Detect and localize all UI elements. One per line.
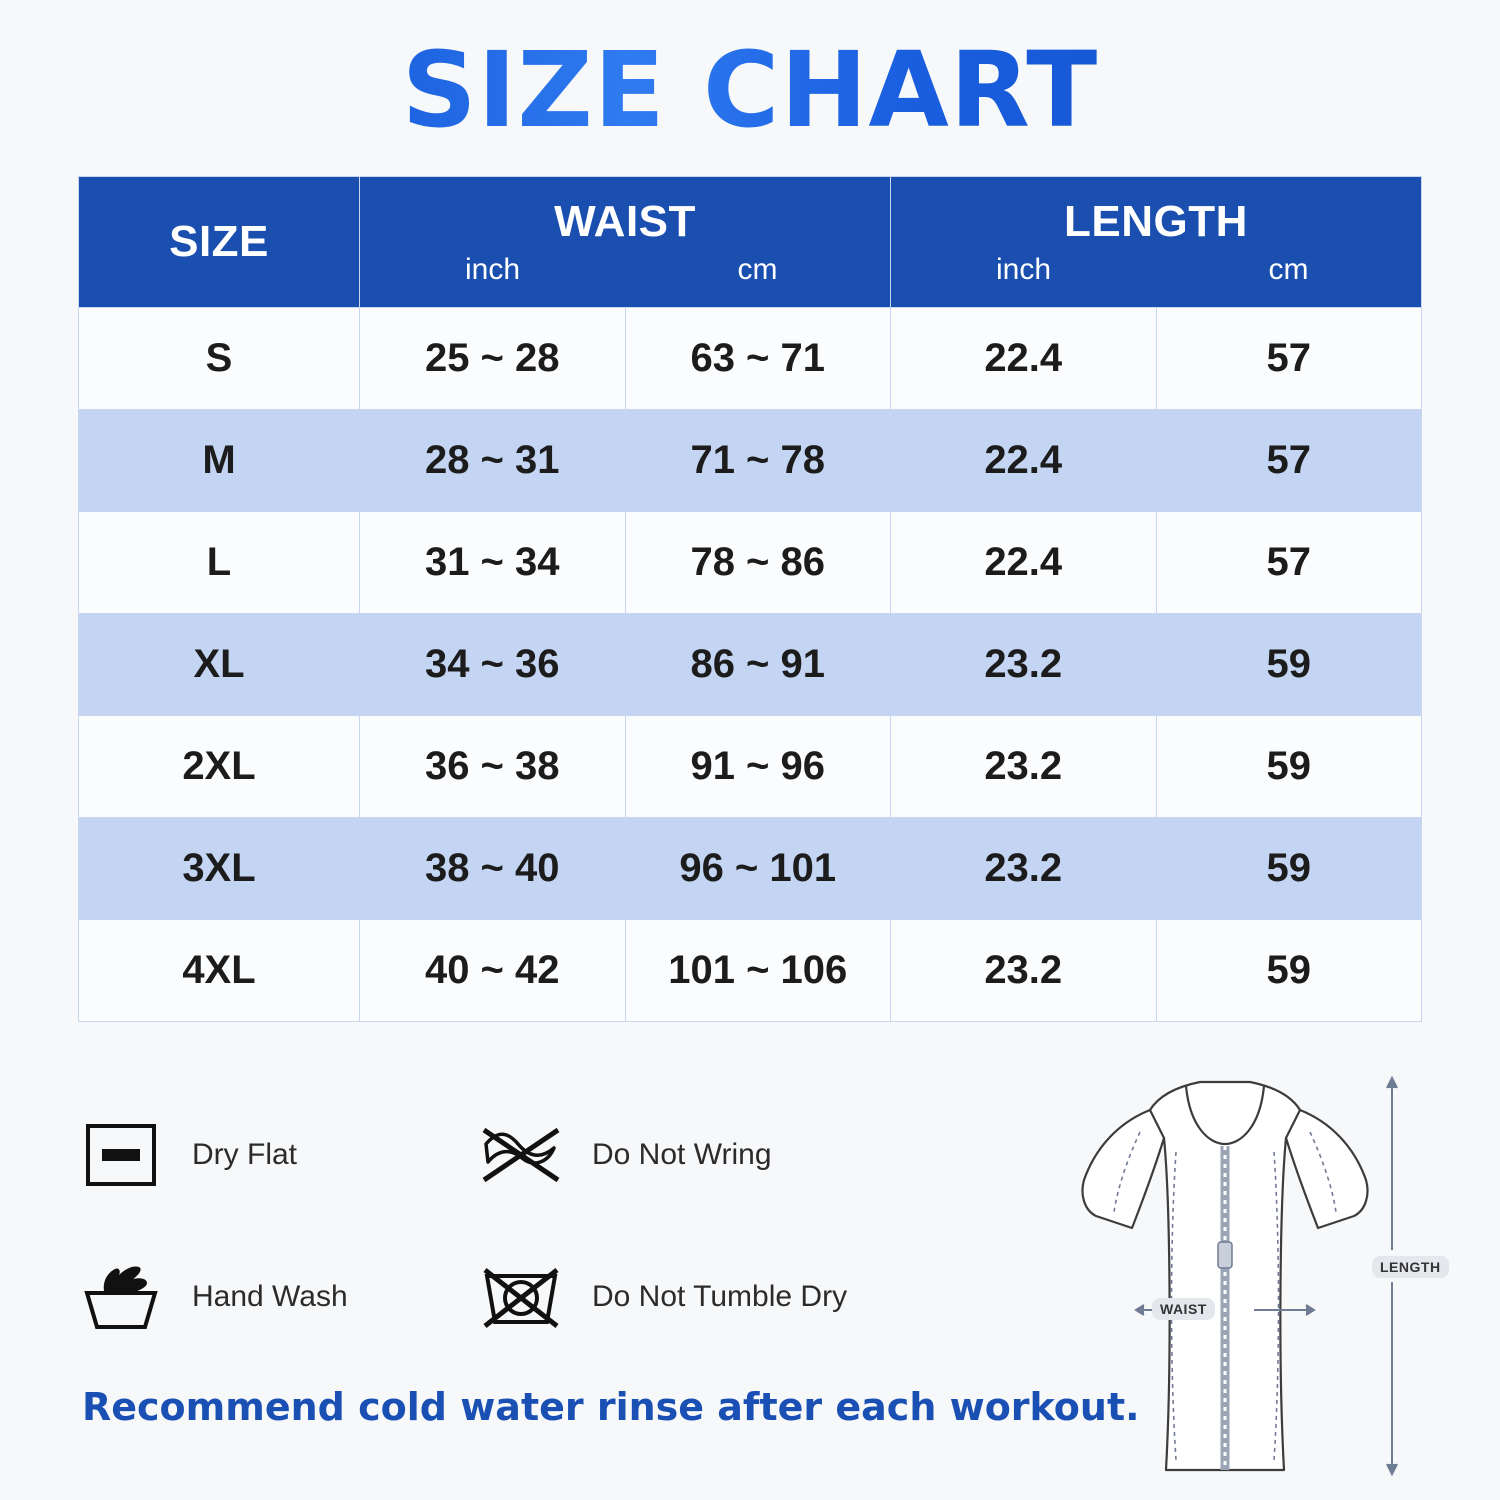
cell-waist-inch: 28 ~ 31 bbox=[360, 410, 626, 512]
table-row bbox=[79, 512, 1422, 614]
care-label: Do Not Wring bbox=[592, 1138, 772, 1171]
table-row bbox=[79, 920, 1422, 1022]
column-header-waist: WAIST inch cm bbox=[360, 177, 891, 308]
waist-badge: WAIST bbox=[1152, 1298, 1215, 1320]
table-row bbox=[79, 308, 1422, 410]
garment-diagram bbox=[1000, 1060, 1450, 1490]
recommendation-text: Recommend cold water rinse after each workout. bbox=[82, 1385, 1140, 1429]
cell-length-inch: 22.4 bbox=[891, 410, 1157, 512]
hand-wash-icon bbox=[78, 1257, 164, 1337]
table-body bbox=[79, 308, 1422, 1022]
cell-size: XL bbox=[79, 614, 360, 716]
care-instructions bbox=[78, 1095, 1028, 1357]
cell-length-cm: 57 bbox=[1156, 308, 1422, 410]
cell-length-inch: 23.2 bbox=[891, 920, 1157, 1022]
cell-size: S bbox=[79, 308, 360, 410]
care-label: Do Not Tumble Dry bbox=[592, 1280, 848, 1313]
cell-size: M bbox=[79, 410, 360, 512]
table-row bbox=[79, 818, 1422, 920]
cell-length-cm: 57 bbox=[1156, 410, 1422, 512]
column-header-length: LENGTH inch cm bbox=[891, 177, 1422, 308]
care-item-dry-flat bbox=[78, 1095, 478, 1215]
column-subheader-length-inch: inch bbox=[995, 253, 1052, 287]
cell-waist-cm: 96 ~ 101 bbox=[625, 818, 891, 920]
dry-flat-icon bbox=[78, 1115, 164, 1195]
cell-waist-cm: 71 ~ 78 bbox=[625, 410, 891, 512]
cell-waist-cm: 78 ~ 86 bbox=[625, 512, 891, 614]
table-row bbox=[79, 614, 1422, 716]
do-not-wring-icon bbox=[478, 1115, 564, 1195]
cell-size: 3XL bbox=[79, 818, 360, 920]
length-badge: LENGTH bbox=[1372, 1256, 1449, 1278]
cell-waist-inch: 25 ~ 28 bbox=[360, 308, 626, 410]
cell-waist-cm: 101 ~ 106 bbox=[625, 920, 891, 1022]
cell-length-inch: 23.2 bbox=[891, 818, 1157, 920]
care-item-do-not-wring bbox=[478, 1095, 1018, 1215]
table-header-row bbox=[79, 177, 1422, 308]
cell-waist-inch: 34 ~ 36 bbox=[360, 614, 626, 716]
cell-size: L bbox=[79, 512, 360, 614]
care-label: Dry Flat bbox=[192, 1138, 297, 1171]
cell-length-cm: 59 bbox=[1156, 716, 1422, 818]
table-row bbox=[79, 410, 1422, 512]
table-row bbox=[79, 716, 1422, 818]
size-chart-table-wrapper bbox=[78, 176, 1422, 1022]
cell-waist-inch: 31 ~ 34 bbox=[360, 512, 626, 614]
do-not-tumble-dry-icon bbox=[478, 1257, 564, 1337]
cell-length-inch: 23.2 bbox=[891, 614, 1157, 716]
cell-waist-cm: 63 ~ 71 bbox=[625, 308, 891, 410]
cell-size: 4XL bbox=[79, 920, 360, 1022]
cell-waist-inch: 40 ~ 42 bbox=[360, 920, 626, 1022]
cell-waist-cm: 86 ~ 91 bbox=[625, 614, 891, 716]
size-chart-table bbox=[78, 176, 1422, 1022]
cell-waist-inch: 36 ~ 38 bbox=[360, 716, 626, 818]
care-item-do-not-tumble-dry bbox=[478, 1237, 1018, 1357]
cell-length-inch: 23.2 bbox=[891, 716, 1157, 818]
cell-size: 2XL bbox=[79, 716, 360, 818]
cell-length-cm: 59 bbox=[1156, 614, 1422, 716]
table-head bbox=[79, 177, 1422, 308]
cell-length-cm: 59 bbox=[1156, 818, 1422, 920]
cell-length-cm: 59 bbox=[1156, 920, 1422, 1022]
cell-length-inch: 22.4 bbox=[891, 308, 1157, 410]
care-item-hand-wash bbox=[78, 1237, 478, 1357]
cell-waist-cm: 91 ~ 96 bbox=[625, 716, 891, 818]
care-label: Hand Wash bbox=[192, 1280, 348, 1313]
page-title: SIZE CHART bbox=[0, 0, 1500, 160]
cell-length-cm: 57 bbox=[1156, 512, 1422, 614]
column-subheader-waist-inch: inch bbox=[464, 253, 521, 287]
column-subheader-length-cm: cm bbox=[1268, 253, 1309, 287]
column-header-size: SIZE bbox=[79, 177, 360, 308]
cell-waist-inch: 38 ~ 40 bbox=[360, 818, 626, 920]
cell-length-inch: 22.4 bbox=[891, 512, 1157, 614]
column-subheader-waist-cm: cm bbox=[737, 253, 778, 287]
